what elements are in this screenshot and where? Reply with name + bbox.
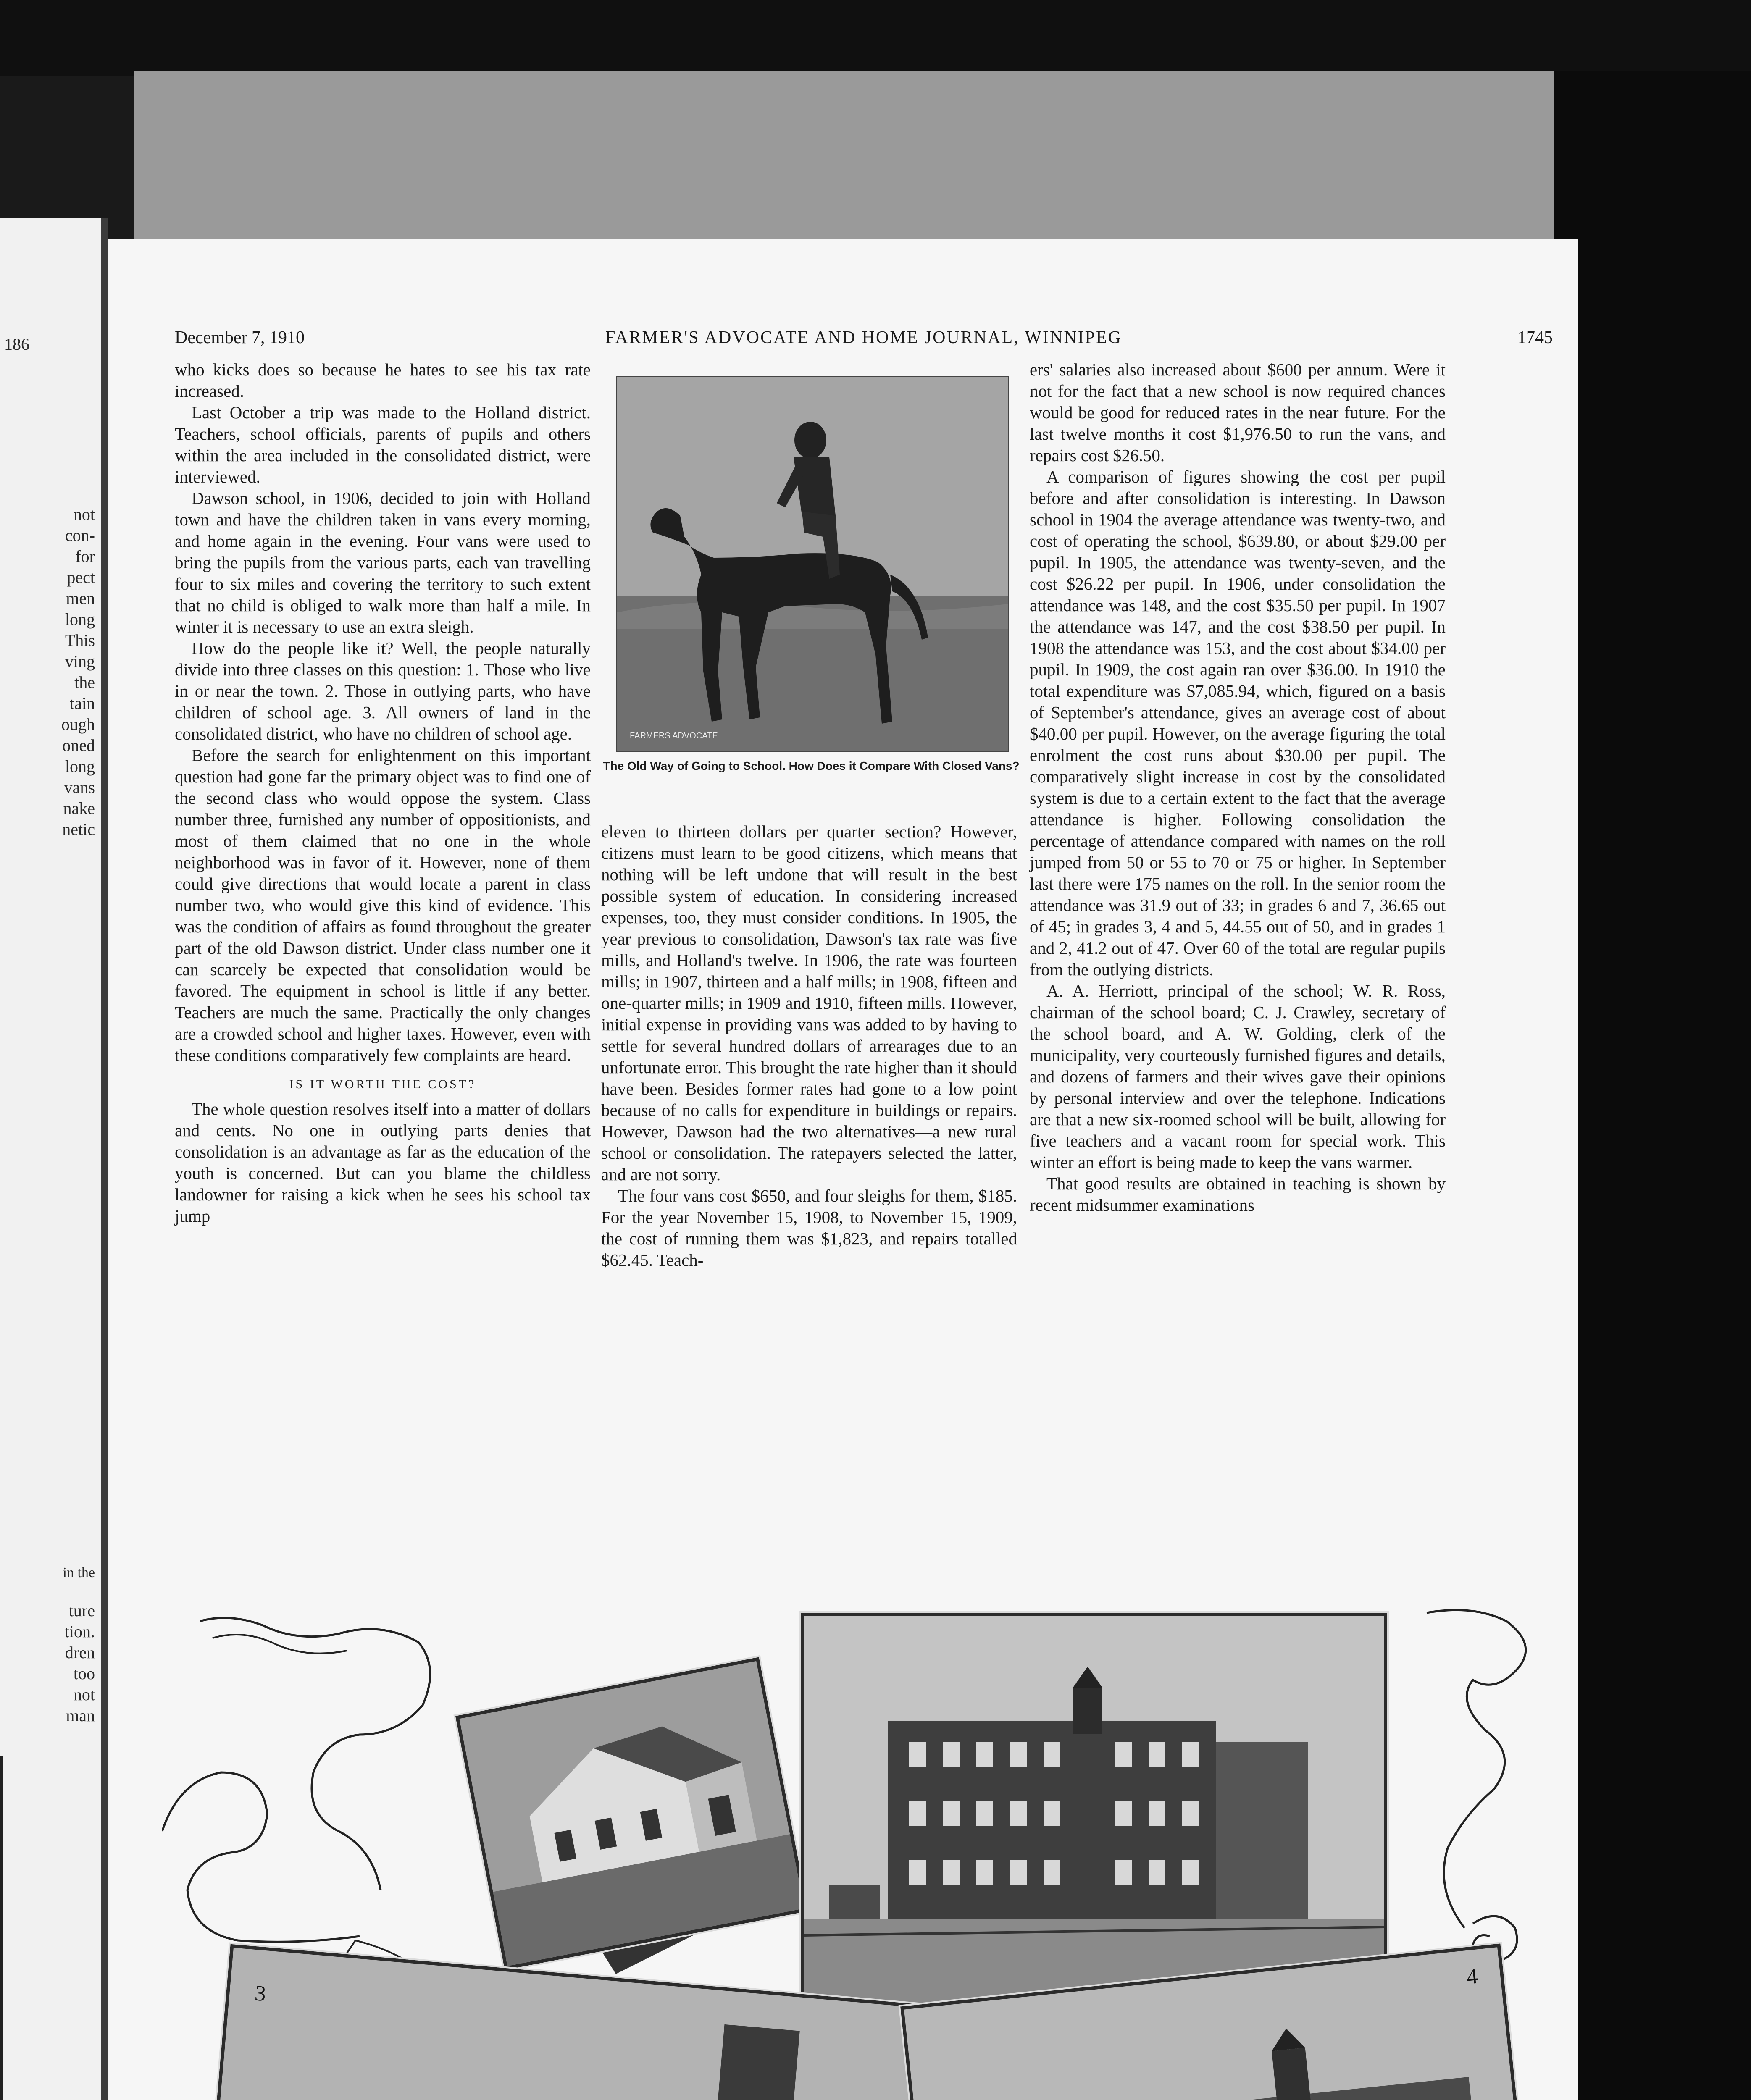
previous-page-fragment: not (73, 1685, 95, 1704)
previous-page-fragment: ture (68, 1601, 95, 1620)
previous-page-fragment: men (66, 589, 95, 608)
paragraph: eleven to thirteen dollars per quarter section? However, citizens must learn to be good citizens, which means that nothing will be left undone that will result in the best possible system of education. In considering increased expenses, too, they must consider conditions. In 1905, the year previous to consolidation, Dawson's tax rate was five mills, and Holland's twelve. In 1906, the rate was fourteen mills; in 1907, thirteen and a half mills; in 1908, fifteen and one-quarter mills; in 1909 and 1910, fifteen mills. However, initial expense in providing vans was added to by having to settle for several hundred dollars of arrearages due to an unfortunate error. This brought the rate higher than it should have been. Besides former rates had gone to a low point because of no calls for expenditure in buildings or repairs. However, Dawson had the two alternatives—a new rural school or consolidation. The ratepayers selected the latter, and are not sorry. (601, 822, 1017, 1184)
previous-page-fragment: vans (64, 778, 95, 797)
previous-page-fragment: ving (65, 652, 95, 671)
paragraph: How do the people like it? Well, the people naturally divide into three classes on this question: 1. Those who live in or near the town. 2. Those in outlying parts, who have children of school age. 3. All owners of land in the consolidated district, who have no children of school age. (175, 638, 591, 743)
paragraph: The whole question resolves itself into a matter of dollars and cents. No one in outlying parts denies that consolidation is an advantage as far as the education of the youth is concerned. But can you blame the childless landowner for raising a kick when he sees his school tax jump (175, 1099, 591, 1226)
paragraph: A comparison of figures showing the cost per pupil before and after consolidation is interesting. In Dawson school in 1904 the average attendance was twenty-two, and cost of operating the school, $639.80, or about $29.00 per pupil. In 1905, the attendance was twenty-seven, and the cost $26.22 per pupil. In 1906, under consolidation the attendance was 148, and the cost $35.50 per pupil. In 1907 the attendance was 147, and the cost $38.50 per pupil. In 1908 the attendance was 153, and the cost about $34.00 per pupil. In 1909, the cost again ran over $36.00. In 1910 the total expenditure was $7,085.94, which, figured on a basis of September's attendance, gives an average cost of about $40.00 per pupil. However, on the average figuring the total enrolment the cost runs about $30.00 per pupil. The comparatively slight increase in cost by the consolidated system is due to a certain extent to the fact that the average attendance is higher. Following consolidation the percentage of attendance compared with names on the roll jumped from 50 or 55 to 70 or 75 or higher. In September last there were 175 names on the roll. In the senior room the attendance was 31.9 out of 33; in grades 6 and 7, 36.65 out of 45; in grades 3, 4 and 5, 44.55 out of 50, and in grades 1 and 2, 41.2 out of 47. Over 60 of the total are regular pupils from the outlying districts. (1030, 467, 1446, 979)
paragraph: ers' salaries also increased about $600 per annum. Were it not for the fact that a new school is now required chances would be good for reduced rates in the near future. For the last twelve months it cost $1,976.50 to run the vans, and repairs cost $26.50. (1030, 360, 1446, 465)
article-column-2 (601, 821, 1017, 1271)
previous-page-fragment: tain (70, 694, 95, 713)
previous-page-fragment: nake (63, 799, 95, 818)
scanner-bed (0, 0, 1751, 76)
paragraph: Dawson school, in 1906, decided to join with Holland town and have the children taken in vans every morning, and home again in the evening. Four vans were used to bring the pupils from the various parts, each van travelling four to six miles and covering the territory to such extent that no child is obliged to walk more than half a mile. In winter it is necessary to use an extra sleigh. (175, 488, 591, 636)
photo-collage (162, 1596, 1561, 2100)
horseback-photo (616, 376, 1009, 752)
previous-page-fragment: man (66, 1706, 95, 1725)
photo-number-3: 3 (254, 1981, 267, 2006)
previous-page-fragment-mid: in the (63, 1565, 95, 1580)
article-column-3 (1030, 359, 1446, 1216)
scanner-edge (1554, 71, 1751, 2100)
previous-page-rule (0, 1756, 3, 2100)
magazine-page (108, 239, 1578, 2100)
section-subhead: IS IT WORTH THE COST? (289, 1077, 476, 1091)
previous-page-fragments-top (61, 504, 95, 840)
running-head (175, 328, 1553, 353)
previous-page-fragment: This (65, 631, 95, 650)
page-number: 1745 (1517, 328, 1553, 347)
previous-page-fragment: long (65, 610, 95, 629)
paragraph: That good results are obtained in teaching is shown by recent midsummer examinations (1030, 1174, 1446, 1215)
previous-page-fragment: tion. (64, 1622, 95, 1641)
old-school-illustration (459, 1661, 804, 1966)
paragraph: Before the search for enlightenment on this important question had gone far the primary object was to find one of the second class who would oppose the system. Class number three, furnished any number of oppositionists, and most of them claimed that no one in the whole neighborhood was in favor of it. However, none of them could give directions that would locate a parent in class number two, who would give this kind of evidence. This was the condition of affairs as found throughout the greater part of the old Dawson district. Under class number one it can scarcely be expected that consolidation would be favored. The equipment in school is little if any better. Teachers are much the same. Practically the only changes are a crowded school and higher taxes. However, even with these conditions comparatively few complaints are heard. (175, 746, 591, 1065)
previous-page-number: 186 (4, 335, 29, 354)
photo-number-4: 4 (1465, 1964, 1479, 1990)
previous-page-fragment: ough (61, 715, 95, 734)
page-gutter (101, 218, 108, 2100)
previous-page-fragment: long (65, 757, 95, 776)
previous-page-fragment: too (73, 1664, 95, 1683)
previous-page-fragment: con- (65, 526, 95, 545)
previous-page-fragment: the (74, 673, 95, 692)
journal-title: FARMER'S ADVOCATE AND HOME JOURNAL, WINNIPEG (605, 328, 1123, 347)
paragraph: who kicks does so because he hates to see his tax rate increased. (175, 360, 591, 401)
previous-page-fragment: for (75, 547, 95, 566)
paragraph: The four vans cost $650, and four sleighs for them, $185. For the year November 15, 1908, to November 15, 1909, the cost of running them was $1,823, and repairs totalled $62.45. Teach- (601, 1186, 1017, 1270)
horse-photo-caption: The Old Way of Going to School. How Does it Compare With Closed Vans? (603, 759, 1020, 772)
previous-page-edge (0, 218, 101, 2100)
previous-page-fragment: not (73, 505, 95, 524)
issue-date: December 7, 1910 (175, 328, 305, 347)
paragraph: Last October a trip was made to the Holland district. Teachers, school officials, parents of pupils and others within the area included in the consolidated district, were interviewed. (175, 403, 591, 486)
previous-page-fragment: netic (62, 820, 95, 839)
previous-page-fragment: pect (67, 568, 95, 587)
previous-page-fragments-bottom (65, 1600, 95, 1726)
previous-page-fragment: dren (65, 1643, 95, 1662)
horseback-illustration (617, 377, 1008, 751)
previous-page-fragment: oned (62, 736, 95, 755)
photo-credit: FARMERS ADVOCATE (630, 731, 718, 740)
article-column-1 (175, 359, 591, 1227)
paragraph: A. A. Herriott, principal of the school; W. R. Ross, chairman of the school board; C. J. Crawley, secretary of the school board, and A. W. Golding, clerk of the municipality, very courteously furnished figures and details, and dozens of farmers and their wives gave their opinions by personal interview and over the telephone. Indications are that a new six-roomed school will be built, allowing for five teachers and a vacant room for special work. This winter an effort is being made to keep the vans warmer. (1030, 981, 1446, 1172)
